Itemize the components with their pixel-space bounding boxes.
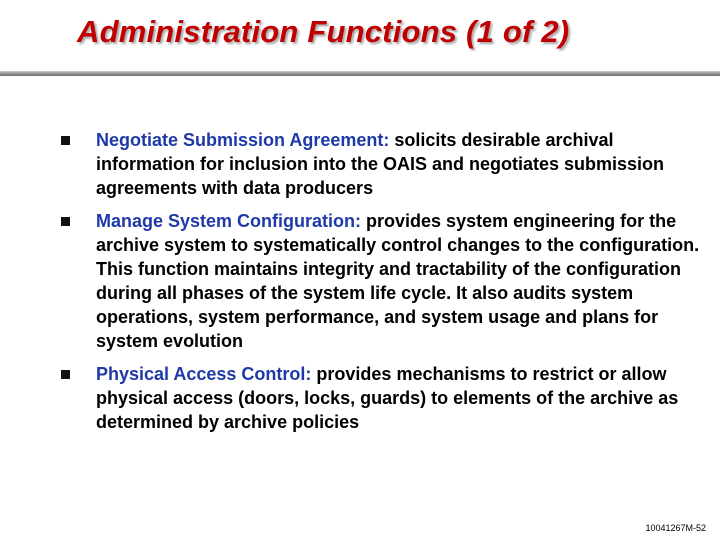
- page-title: Administration Functions (1 of 2): [77, 14, 570, 49]
- footer-code: 10041267M-52: [645, 523, 706, 533]
- item-text: provides system engineering for the archive system to systematically control changes to the configuration. This function maintains integrity and tractability of the configuration during all phases of the system life cycle. It also audits system operations, system performance, and system usage and plans for system evolution: [96, 211, 700, 351]
- title-underline-rule: [0, 71, 720, 76]
- item-term: Manage System Configuration:: [96, 211, 362, 231]
- item-text: solicits desirable archival information for inclusion into the OAIS and negotiates submission agreements with data producers: [96, 130, 665, 198]
- bullet-list: [60, 128, 700, 443]
- square-bullet-icon: [61, 217, 70, 226]
- list-item: [60, 209, 700, 353]
- square-bullet-icon: [61, 370, 70, 379]
- item-term: Negotiate Submission Agreement:: [96, 130, 390, 150]
- square-bullet-icon: [61, 136, 70, 145]
- list-item: [60, 128, 700, 200]
- item-term: Physical Access Control:: [96, 364, 312, 384]
- list-item: [60, 362, 700, 434]
- item-text: provides mechanisms to restrict or allow physical access (doors, locks, guards) to elements of the archive as determined by archive policies: [96, 364, 679, 432]
